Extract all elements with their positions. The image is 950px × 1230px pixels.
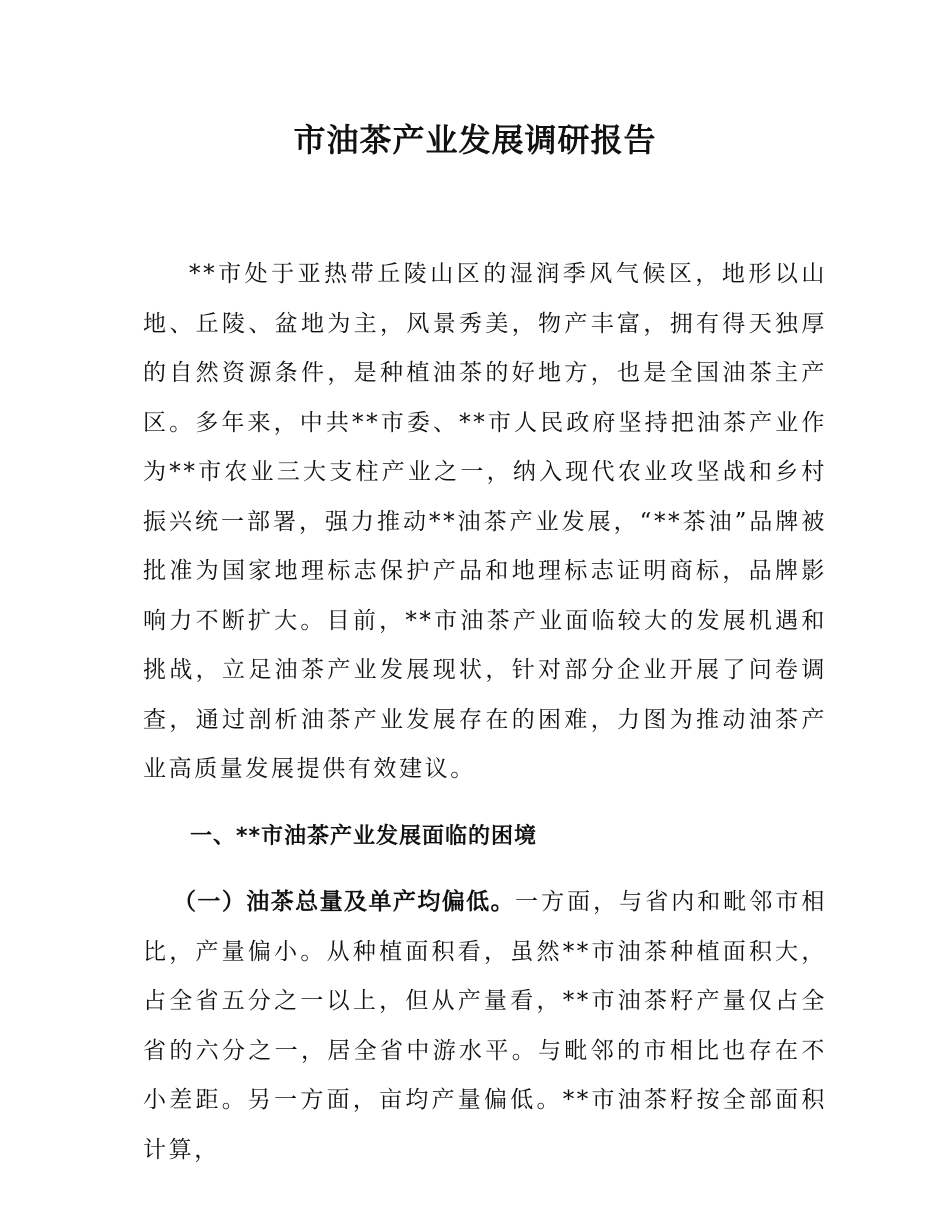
section-heading-1: 一、**市油茶产业发展面临的困境 — [190, 824, 538, 849]
intro-paragraph: **市处于亚热带丘陵山区的湿润季风气候区，地形以山地、丘陵、盆地为主，风景秀美，物产丰富，拥有得天独厚的自然资源条件，是种植油茶的好地方，也是全国油茶主产区。多年来，中共**市委、**市人民政府坚持把油茶产业作为**市农业三大支柱产业之一，纳入现代农业攻坚战和乡村振兴统一部署，强力推动**油茶产业发展，“**茶油”品牌被批准为国家地理标志保护产品和地理标志证明商标，品牌影响力不断扩大。目前，**市油茶产业面临较大的发展机遇和挑战，立足油茶产业发展现状，针对部分企业开展了问卷调查，通过剖析油茶产业发展存在的困难，力图为推动油茶产业高质量发展提供有效建议。 — [143, 261, 827, 782]
document-title: 市油茶产业发展调研报告 — [293, 121, 657, 159]
subsection-lead: （一）油茶总量及单产均偏低。 — [173, 889, 516, 915]
subsection-text: 一方面，与省内和毗邻市相比，产量偏小。从种植面积看，虽然**市油茶种植面积大，占全省五分之一以上，但从产量看，**市油茶籽产量仅占全省的六分之一，居全省中游水平。与毗邻的市相比也存在不小差距。另一方面，亩均产量偏低。**市油茶籽按全部面积计算， — [143, 889, 827, 1163]
subsection-paragraph-1 — [143, 878, 827, 1175]
